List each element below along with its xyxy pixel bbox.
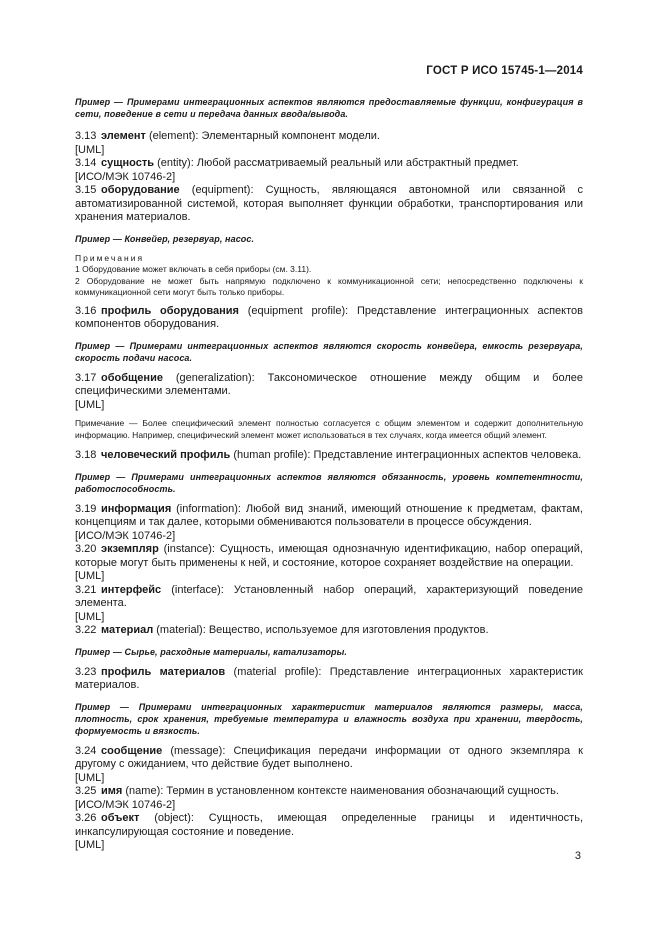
note: 1 Оборудование может включать в себя приборы (см. 3.11). [75,264,312,274]
term-definition: (object): Сущность, имеющая определенные границы и идентичность, инкапсулирующая состояние и поведение. [75,812,583,838]
term-number: 3.17 [75,371,97,384]
term-entry [75,543,583,570]
reference: [UML] [75,398,105,411]
reference: [UML] [75,610,105,623]
reference: [ИСО/МЭК 10746-2] [75,170,176,183]
example: Пример — Конвейер, резервуар, насос. [75,233,255,244]
example: Пример — Сырье, расходные материалы, катализаторы. [75,646,348,657]
reference: [UML] [75,570,105,582]
term-number: 3.16 [75,304,97,317]
term-entry [75,745,583,772]
term-name: интерфейс [101,583,162,596]
term-definition: (message): Спецификация передачи информации от одного экземпляра к другому с ожиданием, что действие будет выполнено. [75,744,583,770]
example: Пример — Примерами интеграционных аспектов являются предоставляемые функции, конфигурация в сети, поведение в сети и передача данных ввода/вывода. [75,97,583,119]
term-entry [75,130,583,144]
term-name: объект [101,812,140,824]
example: Пример — Примерами интеграционных аспектов являются скорость конвейера, емкость резервуара, скорость подачи насоса. [75,340,583,363]
term-name: профиль материалов [101,665,226,678]
reference: [ИСО/МЭК 10746-2] [75,798,176,811]
term-number: 3.22 [75,624,97,636]
note: Примечание — Более специфический элемент полностью согласуется с общим элементом и содержит дополнительную информацию. Например, специфический элемент может использоваться в тех случаях, когда имеется общий элемент. [75,418,583,440]
term-name: экземпляр [101,543,159,555]
term-entry [75,666,583,693]
term-definition: (equipment profile): Представление интеграционных аспектов компонентов оборудования. [75,304,583,330]
term-number: 3.15 [75,184,97,196]
document-header: ГОСТ Р ИСО 15745-1—2014 [426,65,583,77]
term-number: 3.24 [75,744,97,757]
term-number: 3.23 [75,665,97,678]
term-definition: (name): Термин в установленном контексте наименования обозначающий сущность. [122,785,559,797]
term-name: оборудование [101,184,180,196]
term-number: 3.20 [75,543,97,555]
term-name: профиль оборудования [101,304,239,317]
term-entry [75,584,583,611]
reference: [UML] [75,143,105,156]
note: 2 Оборудование не может быть напрямую подключено к коммуникационной сети; непосредственно подключены к коммуникационной сети могут быть только приборы. [75,275,583,297]
term-name: элемент [101,130,146,142]
term-definition: (human profile): Представление интеграционных аспектов человека. [230,449,582,461]
example: Пример — Примерами интеграционных аспектов являются обязанность, уровень компетентности, работоспособность. [75,471,583,494]
term-entry [75,785,583,799]
term-entry [75,624,583,638]
term-number: 3.26 [75,812,97,824]
term-entry [75,305,583,332]
term-number: 3.13 [75,130,97,142]
term-number: 3.21 [75,583,97,596]
term-name: обобщение [101,371,163,384]
term-definition: (generalization): Таксономическое отношение между общим и более специфическими элементами. [75,371,583,397]
term-number: 3.19 [75,502,97,515]
reference: [UML] [75,839,105,851]
term-number: 3.18 [75,449,97,461]
term-definition: (instance): Сущность, имеющая однозначную идентификацию, набор операций, которые могут быть применены к ней, и состояние, которое сохраняет воздействие на операции. [75,543,583,569]
reference: [UML] [75,771,105,784]
term-name: сущность [101,157,155,169]
term-entry [75,184,583,225]
term-definition: (material profile): Представление интеграционных характеристик материалов. [75,665,583,691]
reference: [ИСО/МЭК 10746-2] [75,529,176,542]
notes-heading: Примечания [75,252,145,263]
term-definition: (element): Элементарный компонент модели. [145,130,380,142]
page-number: 3 [574,850,581,862]
term-definition: (equipment): Сущность, являющаяся автономной или связанной с автоматизированной системой, которая выполняет функции обработки, транспортирования или хранения материалов. [75,184,583,223]
term-name: сообщение [101,744,163,757]
page-body [75,96,583,853]
term-entry [75,157,583,171]
term-definition: (material): Вещество, используемое для изготовления продуктов. [153,624,489,636]
term-number: 3.25 [75,785,97,797]
term-definition: (interface): Установленный набор операций, характеризующий поведение элемента. [75,583,583,609]
term-name: информация [101,502,172,515]
term-entry [75,503,583,530]
term-definition: (information): Любой вид знаний, имеющий отношение к предметам, фактам, концепциям и так далее, которыми обмениваются пользователи в процессе обсуждения. [75,502,583,528]
term-name: материал [101,624,154,636]
term-entry [75,812,583,839]
term-name: имя [101,785,123,797]
example: Пример — Примерами интеграционных характеристик материалов являются размеры, масса, плотность, срок хранения, требуемые температура и влажность воздуха при хранении, твердость, формуемость и вязкость. [75,701,583,736]
term-name: человеческий профиль [101,449,231,461]
term-entry [75,449,583,463]
term-definition: (entity): Любой рассматриваемый реальный или абстрактный предмет. [154,157,519,169]
term-entry [75,372,583,399]
term-number: 3.14 [75,157,97,169]
